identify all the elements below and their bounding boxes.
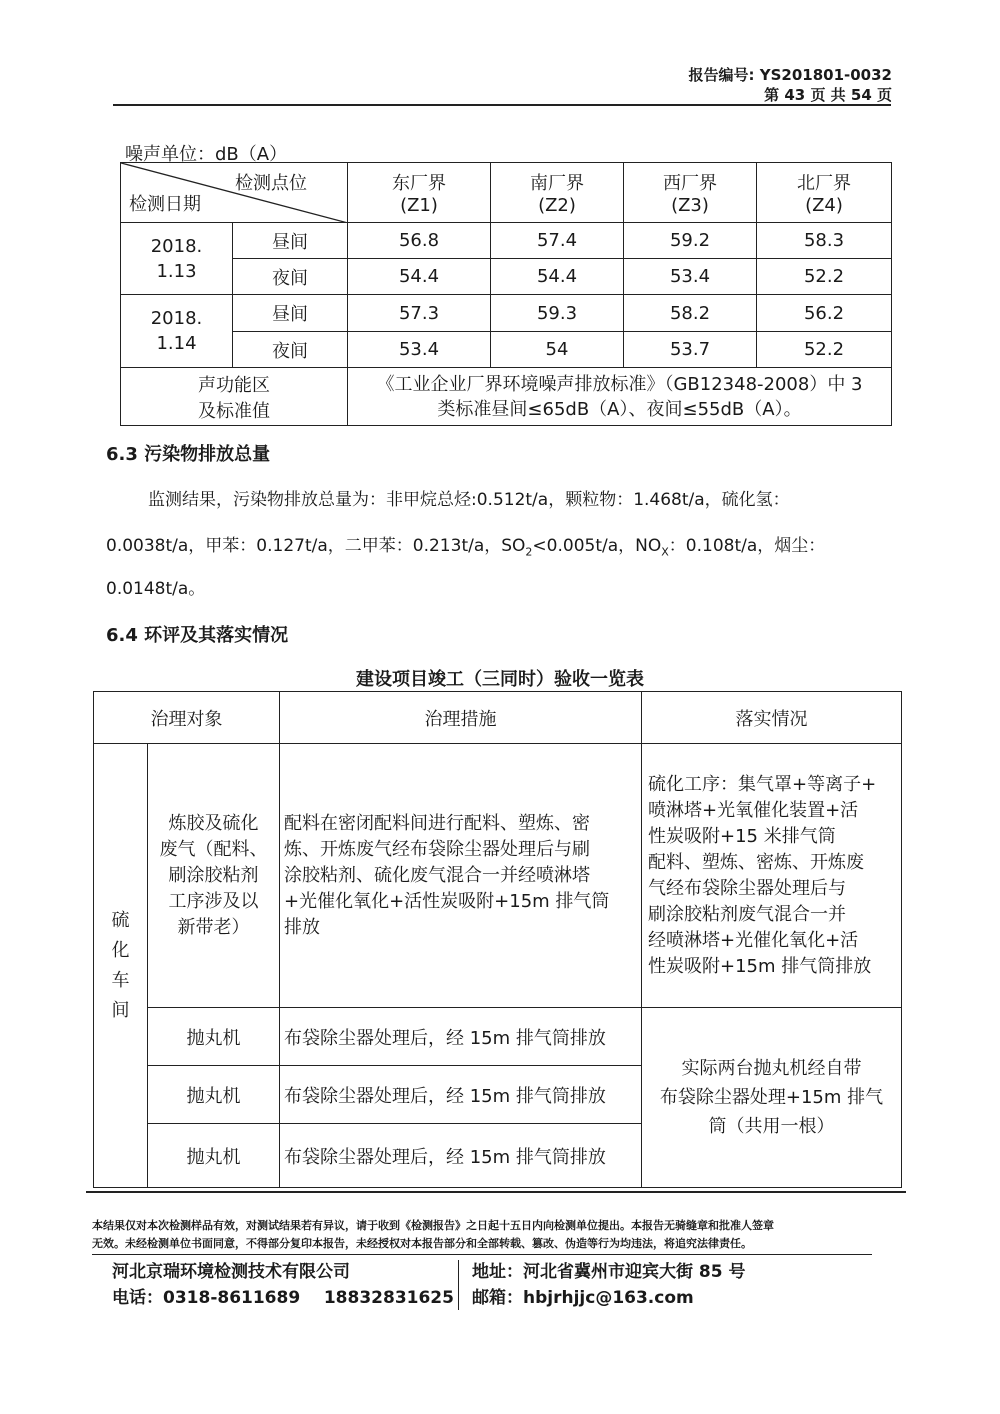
footer-company: 河北京瑞环境检测技术有限公司 — [112, 1262, 350, 1282]
corner-top-label: 检测点位 — [235, 173, 307, 194]
column-header: 西厂界 (Z3) — [624, 163, 757, 223]
footer-rule — [92, 1254, 872, 1255]
value-cell: 54.4 — [348, 259, 491, 295]
standard-text-cell: 《工业企业厂界环境噪声排放标准》（GB12348-2008）中 3 类标准昼间≤65dB（A）、夜间≤55dB（A）。 — [348, 368, 892, 426]
value-cell: 58.3 — [757, 223, 892, 259]
date-cell: 2018. 1.13 — [121, 223, 233, 295]
value-cell: 56.8 — [348, 223, 491, 259]
noise-table — [120, 162, 892, 426]
value-cell: 56.2 — [757, 295, 892, 332]
object-cell: 抛丸机 — [148, 1066, 280, 1124]
object-cell: 抛丸机 — [148, 1008, 280, 1066]
value-cell: 59.3 — [491, 295, 624, 332]
value-cell: 57.4 — [491, 223, 624, 259]
header-object: 治理对象 — [94, 692, 280, 744]
table-corner-cell — [121, 163, 348, 223]
column-header: 东厂界 (Z1) — [348, 163, 491, 223]
status-cell: 实际两台抛丸机经自带 布袋除尘器处理+15m 排气 筒（共用一根） — [642, 1008, 902, 1188]
value-cell: 53.4 — [624, 259, 757, 295]
footer-divider — [458, 1260, 459, 1310]
footer-note-line2: 无效。未经检测单位书面同意，不得部分复印本报告，未经授权对本报告部分和全部转载、篡改、伪造等行为均违法，将追究法律责任。 — [92, 1237, 752, 1250]
object-cell: 炼胶及硫化 废气（配料、 刷涂胶粘剂 工序涉及以 新带老） — [148, 744, 280, 1008]
header-status: 落实情况 — [642, 692, 902, 744]
measure-cell: 布袋除尘器处理后，经 15m 排气筒排放 — [280, 1066, 642, 1124]
value-cell: 52.2 — [757, 332, 892, 368]
noise-unit: 噪声单位：dB（A） — [125, 144, 288, 165]
measure-cell: 布袋除尘器处理后，经 15m 排气筒排放 — [280, 1008, 642, 1066]
measure-cell: 布袋除尘器处理后，经 15m 排气筒排放 — [280, 1124, 642, 1188]
footer-phone: 电话：0318-8611689 18832831625 — [112, 1288, 454, 1308]
section-title-6-3: 6.3 污染物排放总量 — [106, 444, 271, 465]
header-rule — [113, 104, 891, 106]
period-cell: 夜间 — [233, 259, 348, 295]
emission-text-line3: 0.0148t/a。 — [106, 579, 206, 599]
emission-text-line1: 监测结果，污染物排放总量为：非甲烷总烃:0.512t/a，颗粒物：1.468t/a，硫化氢： — [148, 490, 790, 510]
period-cell: 昼间 — [233, 223, 348, 259]
column-header: 北厂界 (Z4) — [757, 163, 892, 223]
value-cell: 53.4 — [348, 332, 491, 368]
value-cell: 59.2 — [624, 223, 757, 259]
workshop-cell: 硫 化 车 间 — [94, 744, 148, 1188]
section-title-6-4: 6.4 环评及其落实情况 — [106, 625, 289, 646]
value-cell: 54 — [491, 332, 624, 368]
table-bottom-rule — [86, 1191, 906, 1193]
acceptance-table-title: 建设项目竣工（三同时）验收一览表 — [356, 669, 644, 690]
corner-bottom-label: 检测日期 — [129, 194, 201, 215]
column-header: 南厂界 (Z2) — [491, 163, 624, 223]
value-cell: 54.4 — [491, 259, 624, 295]
footer-note-line1: 本结果仅对本次检测样品有效，对测试结果若有异议，请于收到《检测报告》之日起十五日内向检测单位提出。本报告无骑缝章和批准人签章 — [92, 1219, 774, 1232]
value-cell: 52.2 — [757, 259, 892, 295]
value-cell: 58.2 — [624, 295, 757, 332]
standard-label-cell: 声功能区 及标准值 — [121, 368, 348, 426]
period-cell: 夜间 — [233, 332, 348, 368]
page-number: 第 43 页 共 54 页 — [764, 86, 892, 104]
measure-cell: 配料在密闭配料间进行配料、塑炼、密 炼、开炼废气经布袋除尘器处理后与刷 涂胶粘剂、硫化废气混合一并经喷淋塔 +光催化氧化+活性炭吸附+15m 排气筒 排放 — [280, 744, 642, 1008]
header-measure: 治理措施 — [280, 692, 642, 744]
acceptance-table — [93, 691, 902, 1188]
value-cell: 57.3 — [348, 295, 491, 332]
status-cell: 硫化工序：集气罩+等离子+ 喷淋塔+光氧催化装置+活 性炭吸附+15 米排气筒 配料、塑炼、密炼、开炼废 气经布袋除尘器处理后与 刷涂胶粘剂废气混合一并 经喷淋塔+光催化氧化+活 性炭吸附+15m 排气筒排放 — [642, 744, 902, 1008]
emission-text-line2: 0.0038t/a，甲苯：0.127t/a，二甲苯：0.213t/a，$SO_2<0.005t/a$，$NO_X$：0.108t/a，烟尘： — [106, 536, 826, 559]
report-number: 报告编号: YS201801-0032 — [688, 66, 892, 84]
date-cell: 2018. 1.14 — [121, 295, 233, 368]
footer-address: 地址：河北省冀州市迎宾大街 85 号 — [472, 1262, 746, 1282]
period-cell: 昼间 — [233, 295, 348, 332]
value-cell: 53.7 — [624, 332, 757, 368]
footer-email: 邮箱：hbjrhjjc@163.com — [472, 1288, 694, 1308]
object-cell: 抛丸机 — [148, 1124, 280, 1188]
